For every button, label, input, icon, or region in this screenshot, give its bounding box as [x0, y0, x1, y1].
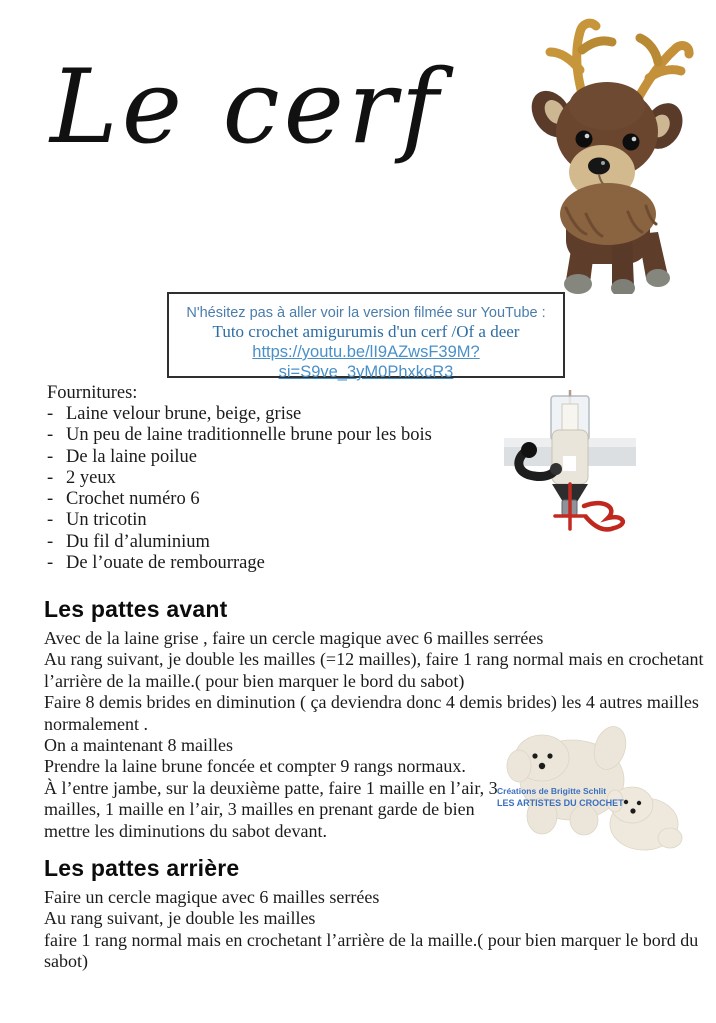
crocheted-deer-photo	[500, 2, 712, 294]
supply-item-label: 2 yeux	[66, 467, 116, 488]
dash-bullet: -	[47, 425, 54, 446]
dash-bullet: -	[47, 531, 54, 552]
dash-bullet: -	[47, 489, 54, 510]
machine-label	[563, 456, 576, 471]
paragraph: Au rang suivant, je double les mailles	[44, 908, 316, 929]
back-legs-section	[44, 855, 712, 973]
paragraph: faire 1 rang normal mais en crochetant l’arrière de la maille.( pour bien marquer le bord du sabot)	[44, 929, 699, 972]
paragraph: Faire 8 demis brides en diminution ( ça deviendra donc 4 demis brides) les 4 autres mailles normalement .	[44, 692, 699, 734]
back-legs-heading: Les pattes arrière	[44, 855, 240, 881]
supply-item-label: Laine velour brune, beige, grise	[66, 404, 302, 424]
supply-item-label: Un peu de laine traditionnelle brune pour les bois	[66, 425, 432, 446]
page-title: Le cerf	[50, 48, 443, 167]
supply-item-label: Crochet numéro 6	[66, 489, 200, 510]
deer-forehead	[569, 82, 645, 130]
supply-item-label: De l’ouate de rembourrage	[66, 553, 265, 574]
supply-item	[47, 425, 487, 446]
tricotin-photo	[496, 388, 644, 533]
crank-pivot	[550, 463, 562, 475]
youtube-info-box	[167, 292, 565, 381]
paragraph: On a maintenant 8 mailles	[44, 735, 233, 756]
supply-item	[47, 510, 487, 531]
supply-item	[47, 468, 487, 489]
supply-item	[47, 404, 487, 425]
front-legs-heading: Les pattes avant	[44, 596, 228, 622]
small-white-dog	[607, 787, 682, 850]
dash-bullet: -	[47, 446, 54, 467]
supply-item-label: De la laine poilue	[66, 446, 197, 467]
supply-item	[47, 532, 487, 553]
supply-item-label: Du fil d’aluminium	[66, 531, 210, 552]
supply-item	[47, 553, 487, 574]
supplies-heading: Fournitures:	[47, 383, 138, 403]
supply-item	[47, 447, 487, 468]
dash-bullet: -	[47, 510, 54, 531]
yarn-spool	[562, 404, 578, 432]
paragraph: À l’entre jambe, sur la deuxième patte, faire 1 maille en l’air, 3 mailles, 1 maille en l’air, 3 mailles en prenant garde de bien mettre les diminutions du sabot devant.	[44, 777, 498, 841]
paragraph: Au rang suivant, je double les mailles (=12 mailles), faire 1 rang normal mais en crochetant l’arrière de la maille.( pour bien marquer le bord du sabot)	[44, 649, 704, 691]
deer-nose-highlight	[601, 161, 605, 165]
supply-item-label: Un tricotin	[66, 510, 147, 531]
paragraph: Faire un cercle magique avec 6 mailles serrées	[44, 887, 380, 907]
paragraph: Prendre la laine brune foncée et compter 9 rangs normaux.	[44, 756, 466, 777]
deer-chest-fluff	[560, 183, 656, 245]
paragraph: Avec de la laine grise , faire un cercle magique avec 6 mailles serrées	[44, 628, 544, 648]
white-crochet-animals-photo	[492, 718, 692, 856]
dash-bullet: -	[47, 553, 54, 574]
crank-knob	[521, 442, 537, 458]
supply-item	[47, 489, 487, 510]
supplies-section	[47, 382, 487, 574]
watermark-creator-text: Créations de Brigitte Schlit	[497, 786, 607, 796]
dash-bullet: -	[47, 467, 54, 488]
dash-bullet: -	[47, 404, 54, 424]
deer-nose	[588, 158, 610, 175]
youtube-invite-text: N'hésitez pas à aller voir la version filmée sur YouTube :	[186, 305, 546, 321]
watermark-brand-text: LES ARTISTES DU CROCHET	[497, 798, 624, 808]
youtube-link[interactable]: https://youtu.be/lI9AZwsF39M?si=S9ve_3yM0PhxkcR3	[252, 343, 480, 381]
youtube-video-title: Tuto crochet amigurumis d'un cerf /Of a deer	[212, 322, 520, 341]
